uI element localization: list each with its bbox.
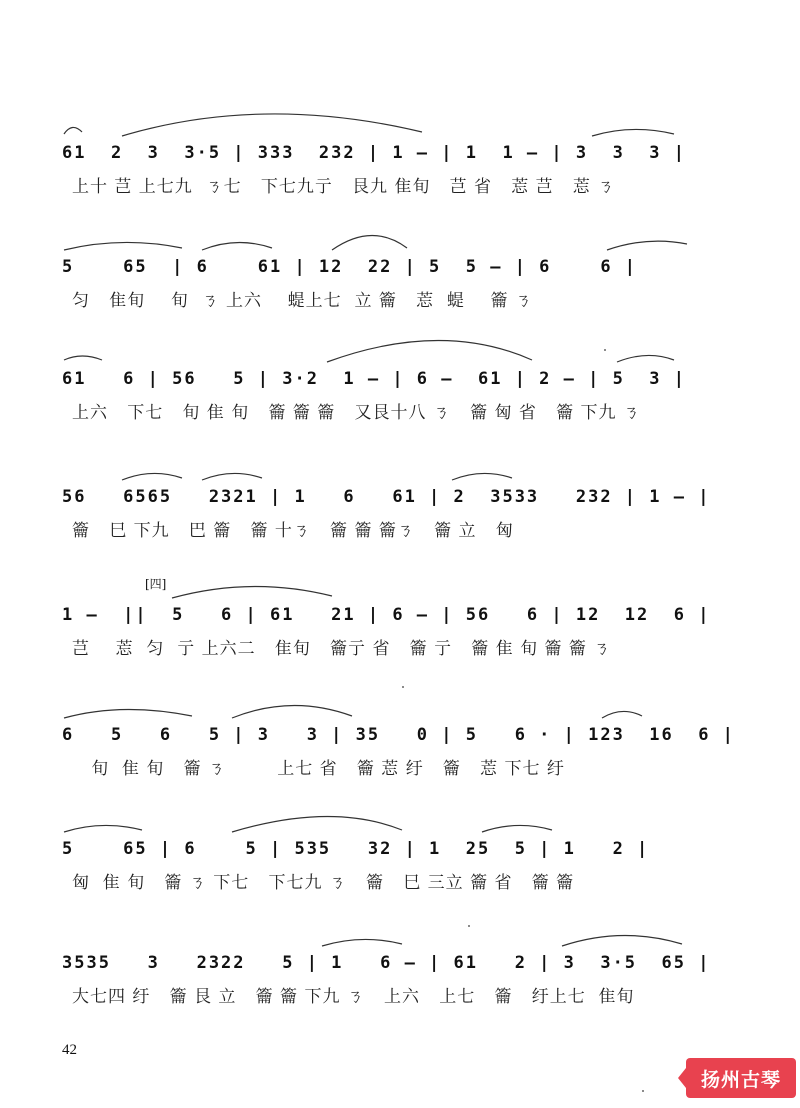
- jianpu-notes: 3535 3 2322 5 | 1 6 — | 61 2 | 3 3·5 65 |: [62, 953, 711, 973]
- jianzi-tablature: 上六 下七 旬 隹 旬 籥 籥 籥 又艮十八 ㄋ 籥 匈 省 籥 下九 ㄋ: [72, 403, 641, 423]
- jianpu-notes: 5 65 | 6 5 | 535 32 | 1 25 5 | 1 2 |: [62, 839, 650, 859]
- jianpu-notes: 61 6 | 56 5 | 3·2 1 — | 6 — 61 | 2 — | 5 3 |: [62, 369, 686, 389]
- jianzi-tablature: 大七四 纡 籥 艮 立 籥 籥 下九 ㄋ 上六 上七 籥 纡上七 隹旬: [72, 987, 635, 1007]
- scan-speck: [468, 925, 470, 927]
- scan-speck: [402, 686, 404, 688]
- score-row-1: [62, 136, 687, 236]
- jianpu-notes: 56 6565 2321 | 1 6 61 | 2 3533 232 | 1 — |: [62, 487, 711, 507]
- jianzi-tablature: 籥 巳 下九 巴 籥 籥 十ㄋ 籥 籥 籥ㄋ 籥 立 匈: [72, 521, 514, 541]
- page-number: 42: [62, 1042, 77, 1058]
- jianpu-notes: 1 — || 5 6 | 61 21 | 6 — | 56 6 | 12 12 6 |: [62, 605, 711, 625]
- score-row-2: [62, 250, 687, 350]
- jianzi-tablature: 匀 隹旬 旬 ㄋ 上六 蝭上七 立 籥 莣 蝭 籥 ㄋ: [72, 291, 533, 311]
- jianpu-notes: 6 5 6 5 | 3 3 | 35 0 | 5 6 · | 123 16 6 |: [62, 725, 735, 745]
- watermark-text: 扬州古琴: [700, 1068, 781, 1091]
- site-watermark: [686, 1058, 796, 1098]
- score-row-4: [62, 480, 711, 580]
- section-marker: [四]: [145, 577, 167, 591]
- scan-speck: [604, 349, 606, 351]
- score-row-7: [62, 832, 687, 932]
- jianpu-notes: 5 65 | 6 61 | 12 22 | 5 5 — | 6 6 |: [62, 257, 638, 277]
- score-row-5: [62, 598, 711, 698]
- jianzi-tablature: 匈 隹 旬 籥 ㄋ 下七 下七九 ㄋ 籥 巳 三立 籥 省 籥 籥: [72, 873, 575, 893]
- scan-speck: [642, 1090, 644, 1092]
- tag-notch-icon: [678, 1068, 686, 1088]
- score-row-3: [62, 362, 687, 462]
- score-row-6: [62, 718, 735, 818]
- jianpu-notes: 61 2 3 3·5 | 333 232 | 1 — | 1 1 — | 3 3 3 |: [62, 143, 686, 163]
- jianzi-tablature: 旬 隹 旬 籥 ㄋ 上七 省 籥 莣 纡 籥 莣 下七 纡: [72, 759, 565, 779]
- jianzi-tablature: 芑 莣 匀 亍 上六二 隹旬 籥亍 省 籥 亍 籥 隹 旬 籥 籥 ㄋ: [72, 639, 612, 659]
- jianzi-tablature: 上十 芑 上七九 ㄋ七 下七九亍 艮九 隹旬 芑 省 莣 芑 莣 ㄋ: [72, 177, 616, 197]
- score-row-8: [62, 946, 711, 1046]
